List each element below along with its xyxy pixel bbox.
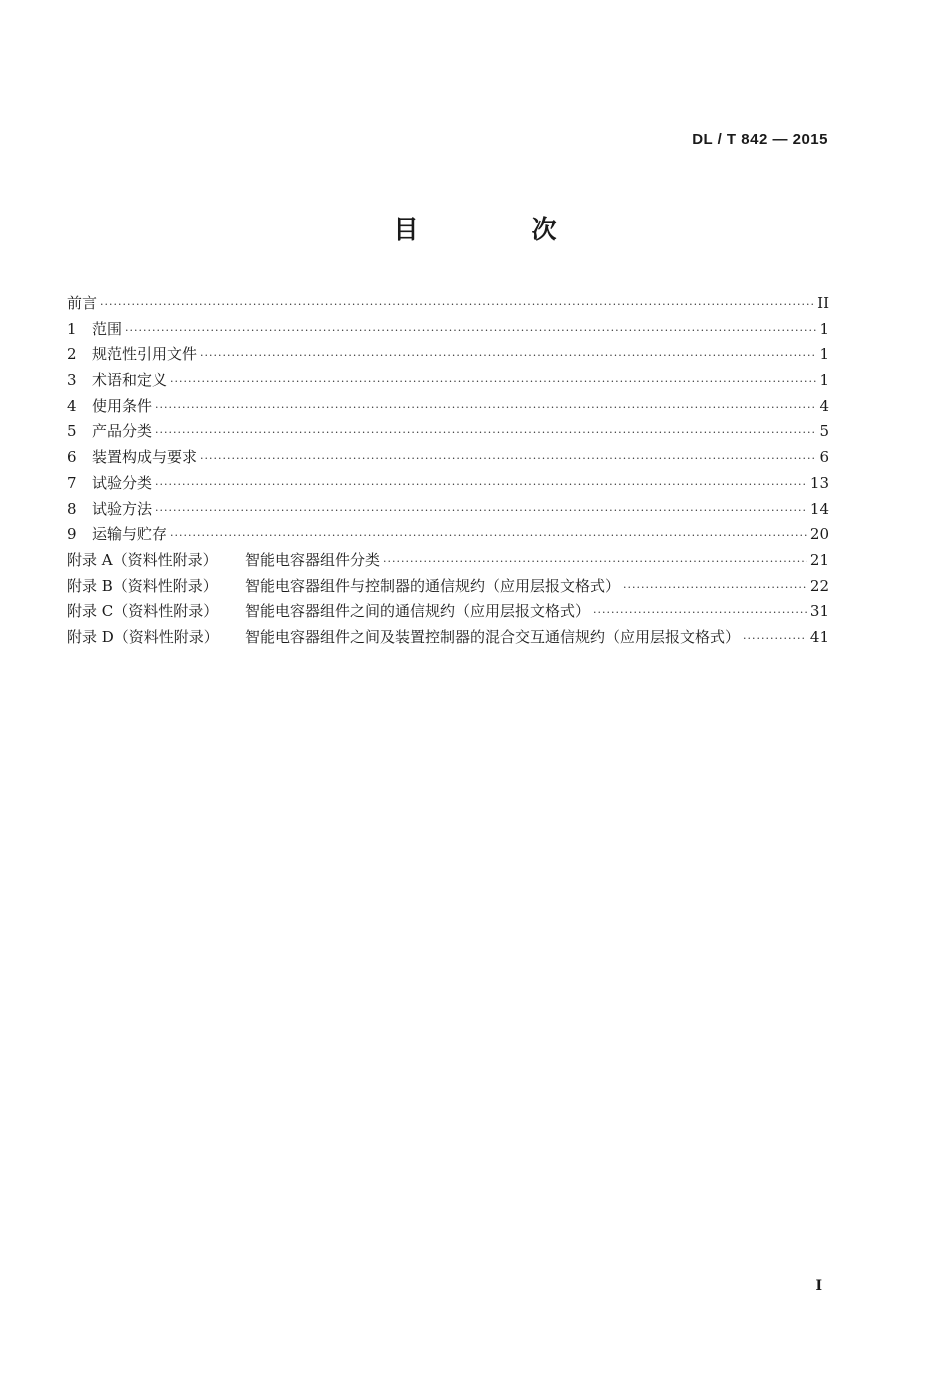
toc-leader-dots [155, 395, 816, 421]
toc-appendix-label: 附录 B（资料性附录） [67, 576, 218, 595]
toc-leader-dots [200, 446, 816, 472]
toc-leader-dots [623, 575, 807, 601]
toc-entry-number: 8 [67, 499, 77, 518]
toc-entry-number: 4 [67, 396, 77, 415]
standard-code: DL / T 842 — 2015 [692, 131, 828, 148]
toc-entry-2[interactable] [67, 342, 829, 368]
toc-entry-page: 1 [819, 371, 829, 390]
toc-leader-dots [125, 318, 816, 344]
toc-entry-page: 1 [819, 345, 829, 364]
toc-leader-dots [593, 600, 807, 626]
toc-leader-dots [155, 498, 807, 524]
toc-entry-text: 使用条件 [92, 396, 153, 415]
toc-entry-text: 试验方法 [92, 499, 153, 518]
toc-appendix-label: 附录 A（资料性附录） [67, 550, 218, 569]
toc-appendix-label: 附录 C（资料性附录） [67, 602, 219, 621]
toc-leader-dots [155, 420, 816, 446]
toc-entry-8[interactable] [67, 497, 829, 523]
toc-entry-text: 产品分类 [92, 422, 153, 441]
toc-entry-4[interactable] [67, 394, 829, 420]
toc-appendix-text: 智能电容器组件之间的通信规约（应用层报文格式） [245, 602, 591, 621]
toc-entry-number: 3 [67, 371, 77, 390]
toc-appendix-c[interactable] [67, 599, 829, 625]
toc-appendix-label: 附录 D（资料性附录） [67, 627, 219, 646]
toc-entry-text: 范围 [92, 319, 123, 338]
toc-entry-text: 前言 [67, 294, 98, 312]
toc-leader-dots [170, 523, 807, 549]
toc-entry-page: 6 [819, 448, 829, 467]
toc-leader-dots [743, 626, 807, 652]
toc-entry-1[interactable] [67, 317, 829, 343]
toc-entry-foreword[interactable] [67, 291, 829, 317]
toc-appendix-b[interactable] [67, 574, 829, 600]
toc-entry-number: 7 [67, 473, 77, 492]
toc-entry-page: 20 [809, 525, 829, 544]
toc-entry-page: 5 [819, 422, 829, 441]
toc-entry-7[interactable] [67, 471, 829, 497]
toc-leader-dots [100, 292, 814, 318]
toc-entry-number: 1 [67, 319, 77, 338]
toc-leader-dots [383, 549, 807, 575]
toc-leader-dots [200, 343, 816, 369]
toc-entry-text: 运输与贮存 [92, 525, 168, 544]
toc-appendix-page: 31 [809, 602, 829, 621]
toc-entry-text: 规范性引用文件 [92, 345, 198, 364]
toc-appendix-page: 22 [809, 576, 829, 595]
toc-appendix-a[interactable] [67, 548, 829, 574]
toc-leader-dots [170, 369, 816, 395]
toc-leader-dots [155, 472, 807, 498]
toc-entry-page: 1 [819, 319, 829, 338]
toc-entry-6[interactable] [67, 445, 829, 471]
toc-entry-page: II [817, 294, 829, 312]
toc-appendix-page: 41 [809, 627, 829, 646]
toc-entry-number: 9 [67, 525, 77, 544]
table-of-contents [67, 291, 829, 651]
toc-appendix-page: 21 [809, 550, 829, 569]
page-title: 目 次 [393, 215, 601, 244]
toc-entry-text: 试验分类 [92, 473, 153, 492]
page-number: I [815, 1278, 822, 1294]
toc-entry-number: 5 [67, 422, 77, 441]
toc-entry-number: 6 [67, 448, 77, 467]
toc-entry-9[interactable] [67, 522, 829, 548]
toc-entry-3[interactable] [67, 368, 829, 394]
toc-entry-text: 术语和定义 [92, 371, 168, 390]
toc-entry-5[interactable] [67, 419, 829, 445]
toc-entry-number: 2 [67, 345, 77, 364]
toc-appendix-text: 智能电容器组件与控制器的通信规约（应用层报文格式） [245, 576, 621, 595]
toc-entry-page: 14 [809, 499, 829, 518]
toc-entry-page: 13 [809, 473, 829, 492]
toc-appendix-d[interactable] [67, 625, 829, 651]
toc-appendix-text: 智能电容器组件分类 [245, 550, 381, 569]
toc-appendix-text: 智能电容器组件之间及装置控制器的混合交互通信规约（应用层报文格式） [245, 627, 741, 646]
toc-entry-page: 4 [819, 396, 829, 415]
toc-entry-text: 装置构成与要求 [92, 448, 198, 467]
